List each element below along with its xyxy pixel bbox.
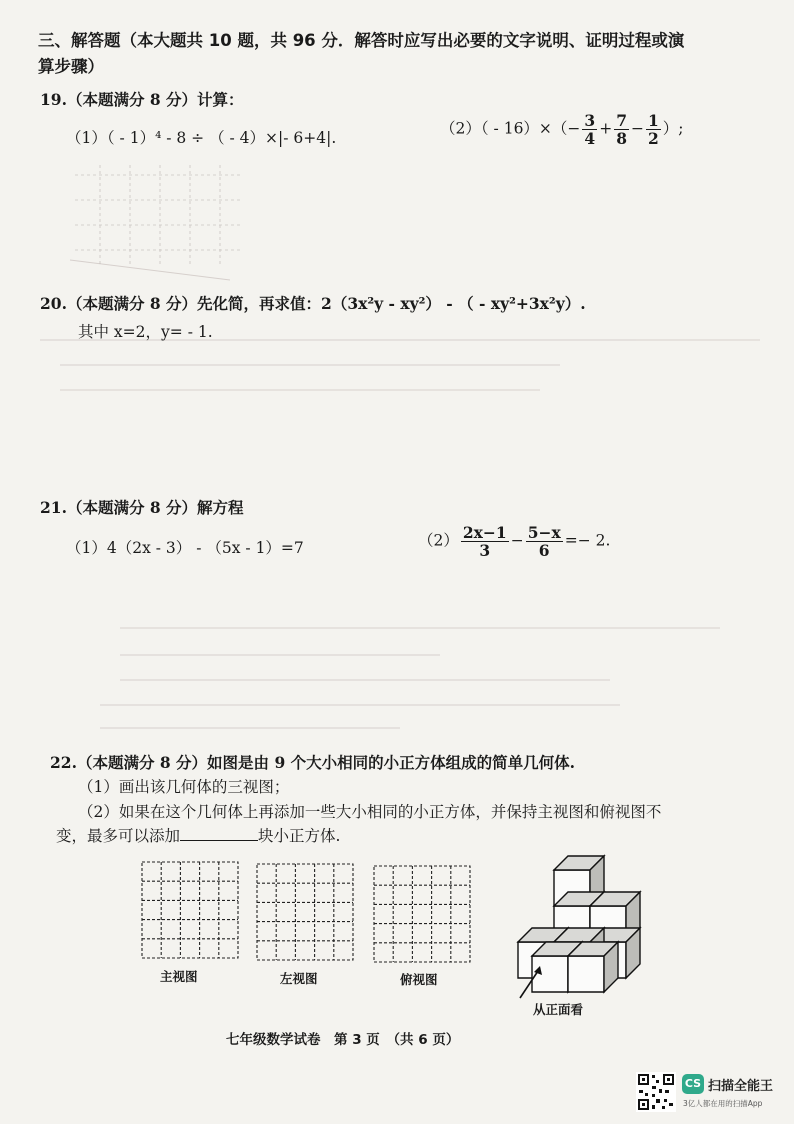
q20-heading: 20.（本题满分 8 分）先化简，再求值：2（3x²y - xy²） - （ - xy²+3x²y）. [40,294,586,313]
left-view-grid[interactable] [255,862,355,962]
operator-minus: − [510,531,524,550]
q19-part2 [440,112,684,147]
fraction-numerator: 2x−1 [462,523,507,542]
q19-part2-prefix: （2）（ - 16）×（− [440,119,581,138]
fraction-numerator: 3 [584,111,596,130]
scanner-tagline: 3亿人都在用的扫描App [683,1099,763,1108]
qr-code-icon [636,1072,676,1112]
camscanner-logo-icon: CS [682,1074,704,1094]
q20-condition: 其中 x=2，y= - 1. [78,323,213,341]
q19-part2-suffix: ）; [662,119,684,138]
fraction-denominator: 4 [584,129,596,148]
fraction-7-8 [614,112,629,147]
q21-part2-suffix: =− 2. [564,531,611,550]
top-view-grid[interactable] [372,864,472,964]
fraction-numerator: 7 [616,111,627,130]
fraction-denominator: 6 [538,541,550,560]
fraction-denominator: 3 [479,541,491,560]
fraction-1-2 [646,112,661,147]
page-footer: 七年级数学试卷 第 3 页 （共 6 页） [226,1032,460,1048]
section-title-line2: 算步骤） [38,57,104,76]
q19-part1: （1）（ - 1）⁴ - 8 ÷ （ - 4）×|- 6+4|. [66,129,337,147]
operator-minus: − [631,119,644,138]
front-view-grid[interactable] [140,860,240,960]
left-view-label: 左视图 [280,971,318,986]
fraction-5-x-over-6 [526,524,563,559]
answer-blank[interactable] [180,826,258,841]
section-title-line1: 三、解答题（本大题共 10 题，共 96 分．解答时应写出必要的文字说明、证明过程或演 [38,31,685,50]
fraction-denominator: 8 [616,129,627,148]
fraction-numerator: 5−x [527,523,561,542]
fraction-denominator: 2 [648,129,659,148]
q21-part1: （1）4（2x - 3） - （5x - 1）=7 [66,539,304,557]
q22-part2-text-b: 块小正方体. [258,827,341,845]
q22-heading: 22.（本题满分 8 分）如图是由 9 个大小相同的小正方体组成的简单几何体. [50,753,576,772]
top-view-label: 俯视图 [400,972,438,987]
q22-part2-text-a: 变，最多可以添加 [56,827,181,845]
q22-part2-line2 [56,824,340,846]
q21-part2 [418,524,610,559]
front-view-label: 主视图 [160,969,198,984]
fraction-3-4 [582,112,597,147]
q21-part2-prefix: （2） [418,531,459,550]
fraction-2x-1-over-3 [461,524,509,559]
q19-heading: 19.（本题满分 8 分）计算： [40,90,244,109]
view-from-front-label: 从正面看 [533,1002,584,1017]
arrow-icon [512,962,552,1002]
q22-part1: （1）画出该几何体的三视图； [78,778,290,796]
scanner-app-name: 扫描全能王 [708,1079,774,1094]
operator-plus: + [599,119,613,138]
q21-heading: 21.（本题满分 8 分）解方程 [40,498,244,517]
q22-part2-line1: （2）如果在这个几何体上再添加一些大小相同的小正方体，并保持主视图和俯视图不 [78,803,662,821]
fraction-numerator: 1 [648,111,659,130]
